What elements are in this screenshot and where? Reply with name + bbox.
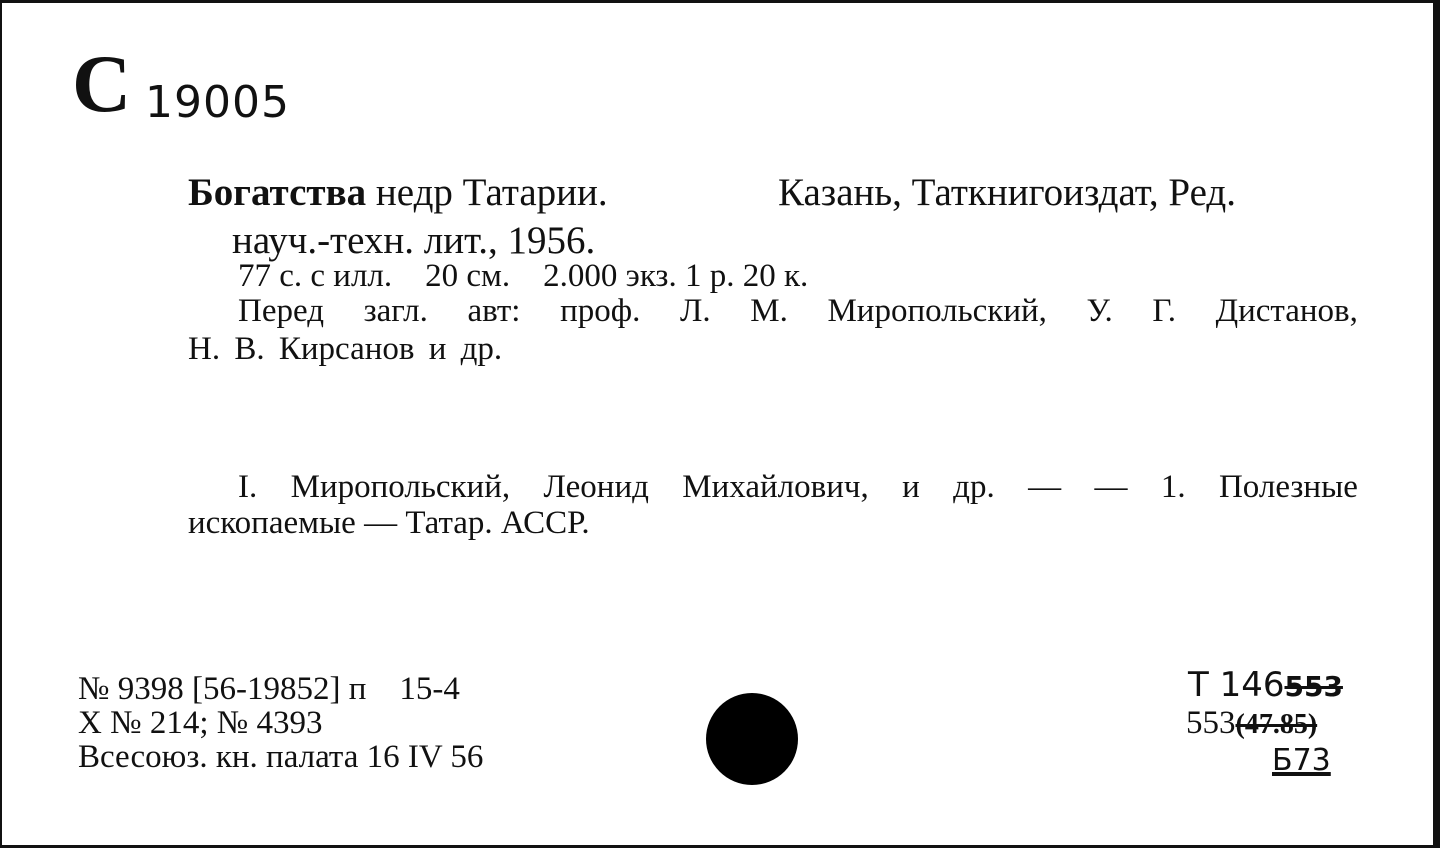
tracing-word: Леонид [543,469,649,505]
note-word: М. [750,293,788,329]
handwritten-code-b-struck: (47.85) [1235,709,1318,740]
title-rest: недр Татарии. [375,171,608,214]
footer-line-1: № 9398 [56-19852] п 15-4 [78,671,460,707]
handwritten-code-b-text: 553 [1186,705,1236,741]
handwritten-code-a [1188,665,1343,705]
footer-line-3: Всесоюз. кн. палата 16 IV 56 [78,739,484,775]
shelfmark-letter: С [72,38,132,129]
note-word: Перед [238,293,324,329]
tracing-word: — [1028,469,1062,505]
imprint-line-1: Казань, Таткнигоиздат, Ред. [778,171,1236,214]
tracing-word: и [902,469,920,505]
tracing-line-2: ископаемые — Татар. АССР. [188,505,590,541]
note-word: проф. [560,293,641,329]
handwritten-code-a-struck: 553 [1284,670,1343,703]
handwritten-code-c: Б73 [1272,743,1331,778]
note-word: Л. [679,293,711,329]
tracing-word: — [1094,469,1128,505]
note-line-2: Н. В. Кирсанов и др. [188,331,503,367]
tracing-word: Миропольский, [290,469,511,505]
title-line [188,173,608,212]
tracing-line-1 [238,471,1358,504]
tracing-word: I. [238,469,258,505]
tracing-word: др. [953,469,995,505]
note-word: У. [1086,293,1113,329]
footer-line-2: Х № 214; № 4393 [78,705,323,741]
tracing-word: 1. [1160,469,1186,505]
tracing-word: Михайлович, [682,469,869,505]
note-word: Дистанов, [1215,293,1358,329]
collation-line: 77 с. с илл. 20 см. 2.000 экз. 1 р. 20 к. [238,258,809,294]
note-line-1 [238,295,1358,328]
shelfmark-number: 19005 [145,77,290,128]
handwritten-code-b [1186,707,1317,740]
title-heading: Богатства [188,171,367,214]
note-word: авт: [467,293,521,329]
note-word: Г. [1152,293,1176,329]
imprint-line-2: науч.-техн. лит., 1956. [232,219,596,262]
handwritten-code-a-text: Т 146 [1188,665,1285,705]
tracing-word: Полезные [1218,469,1358,505]
punch-hole [706,693,798,785]
note-word: Миропольский, [827,293,1047,329]
note-word: загл. [363,293,428,329]
